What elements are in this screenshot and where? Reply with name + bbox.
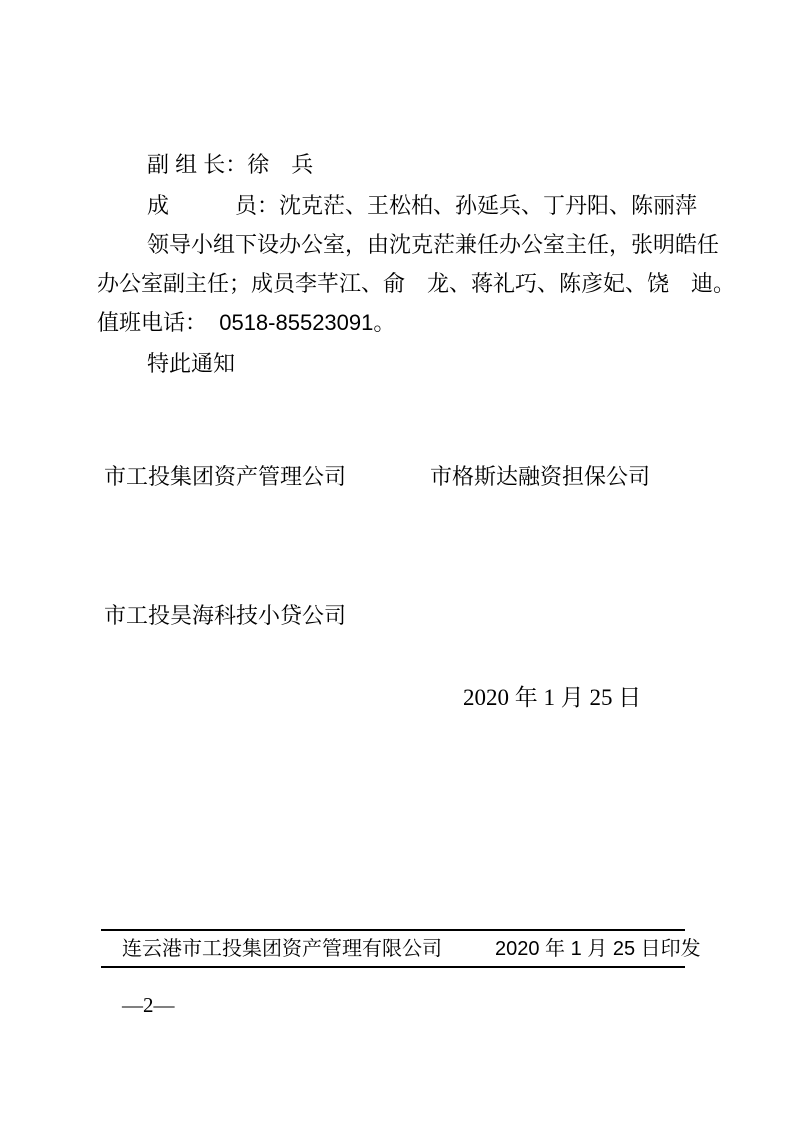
office-paragraph-line-1: 领导小组下设办公室，由沈克茫兼任办公室主任，张明皓任 <box>147 232 720 257</box>
signature-asset-management-company: 市工投集团资产管理公司 <box>104 464 347 489</box>
members-line: 成 员：沈克茫、王松柏、孙延兵、丁丹阳、陈丽萍 <box>147 193 698 218</box>
footer-issuer: 连云港市工投集团资产管理有限公司 <box>122 938 442 960</box>
signature-guarantee-company: 市格斯达融资担保公司 <box>430 464 651 489</box>
footer-rule-bottom <box>101 966 685 968</box>
signature-date: 2020 年 1 月 25 日 <box>463 685 642 710</box>
duty-phone-line: 值班电话： 0518-85523091。 <box>97 310 396 335</box>
footer-rule-top <box>101 929 685 931</box>
office-paragraph-line-2: 办公室副主任；成员李芊江、俞 龙、蒋礼巧、陈彦妃、饶 迪。 <box>97 271 736 296</box>
closing-notice-line: 特此通知 <box>147 351 236 376</box>
page-number: —2— <box>122 993 175 1017</box>
footer-print-date: 2020 年 1 月 25 日印发 <box>495 938 701 960</box>
deputy-leader-line: 副 组 长：徐 兵 <box>147 152 314 177</box>
signature-microloan-company: 市工投昊海科技小贷公司 <box>104 603 347 628</box>
